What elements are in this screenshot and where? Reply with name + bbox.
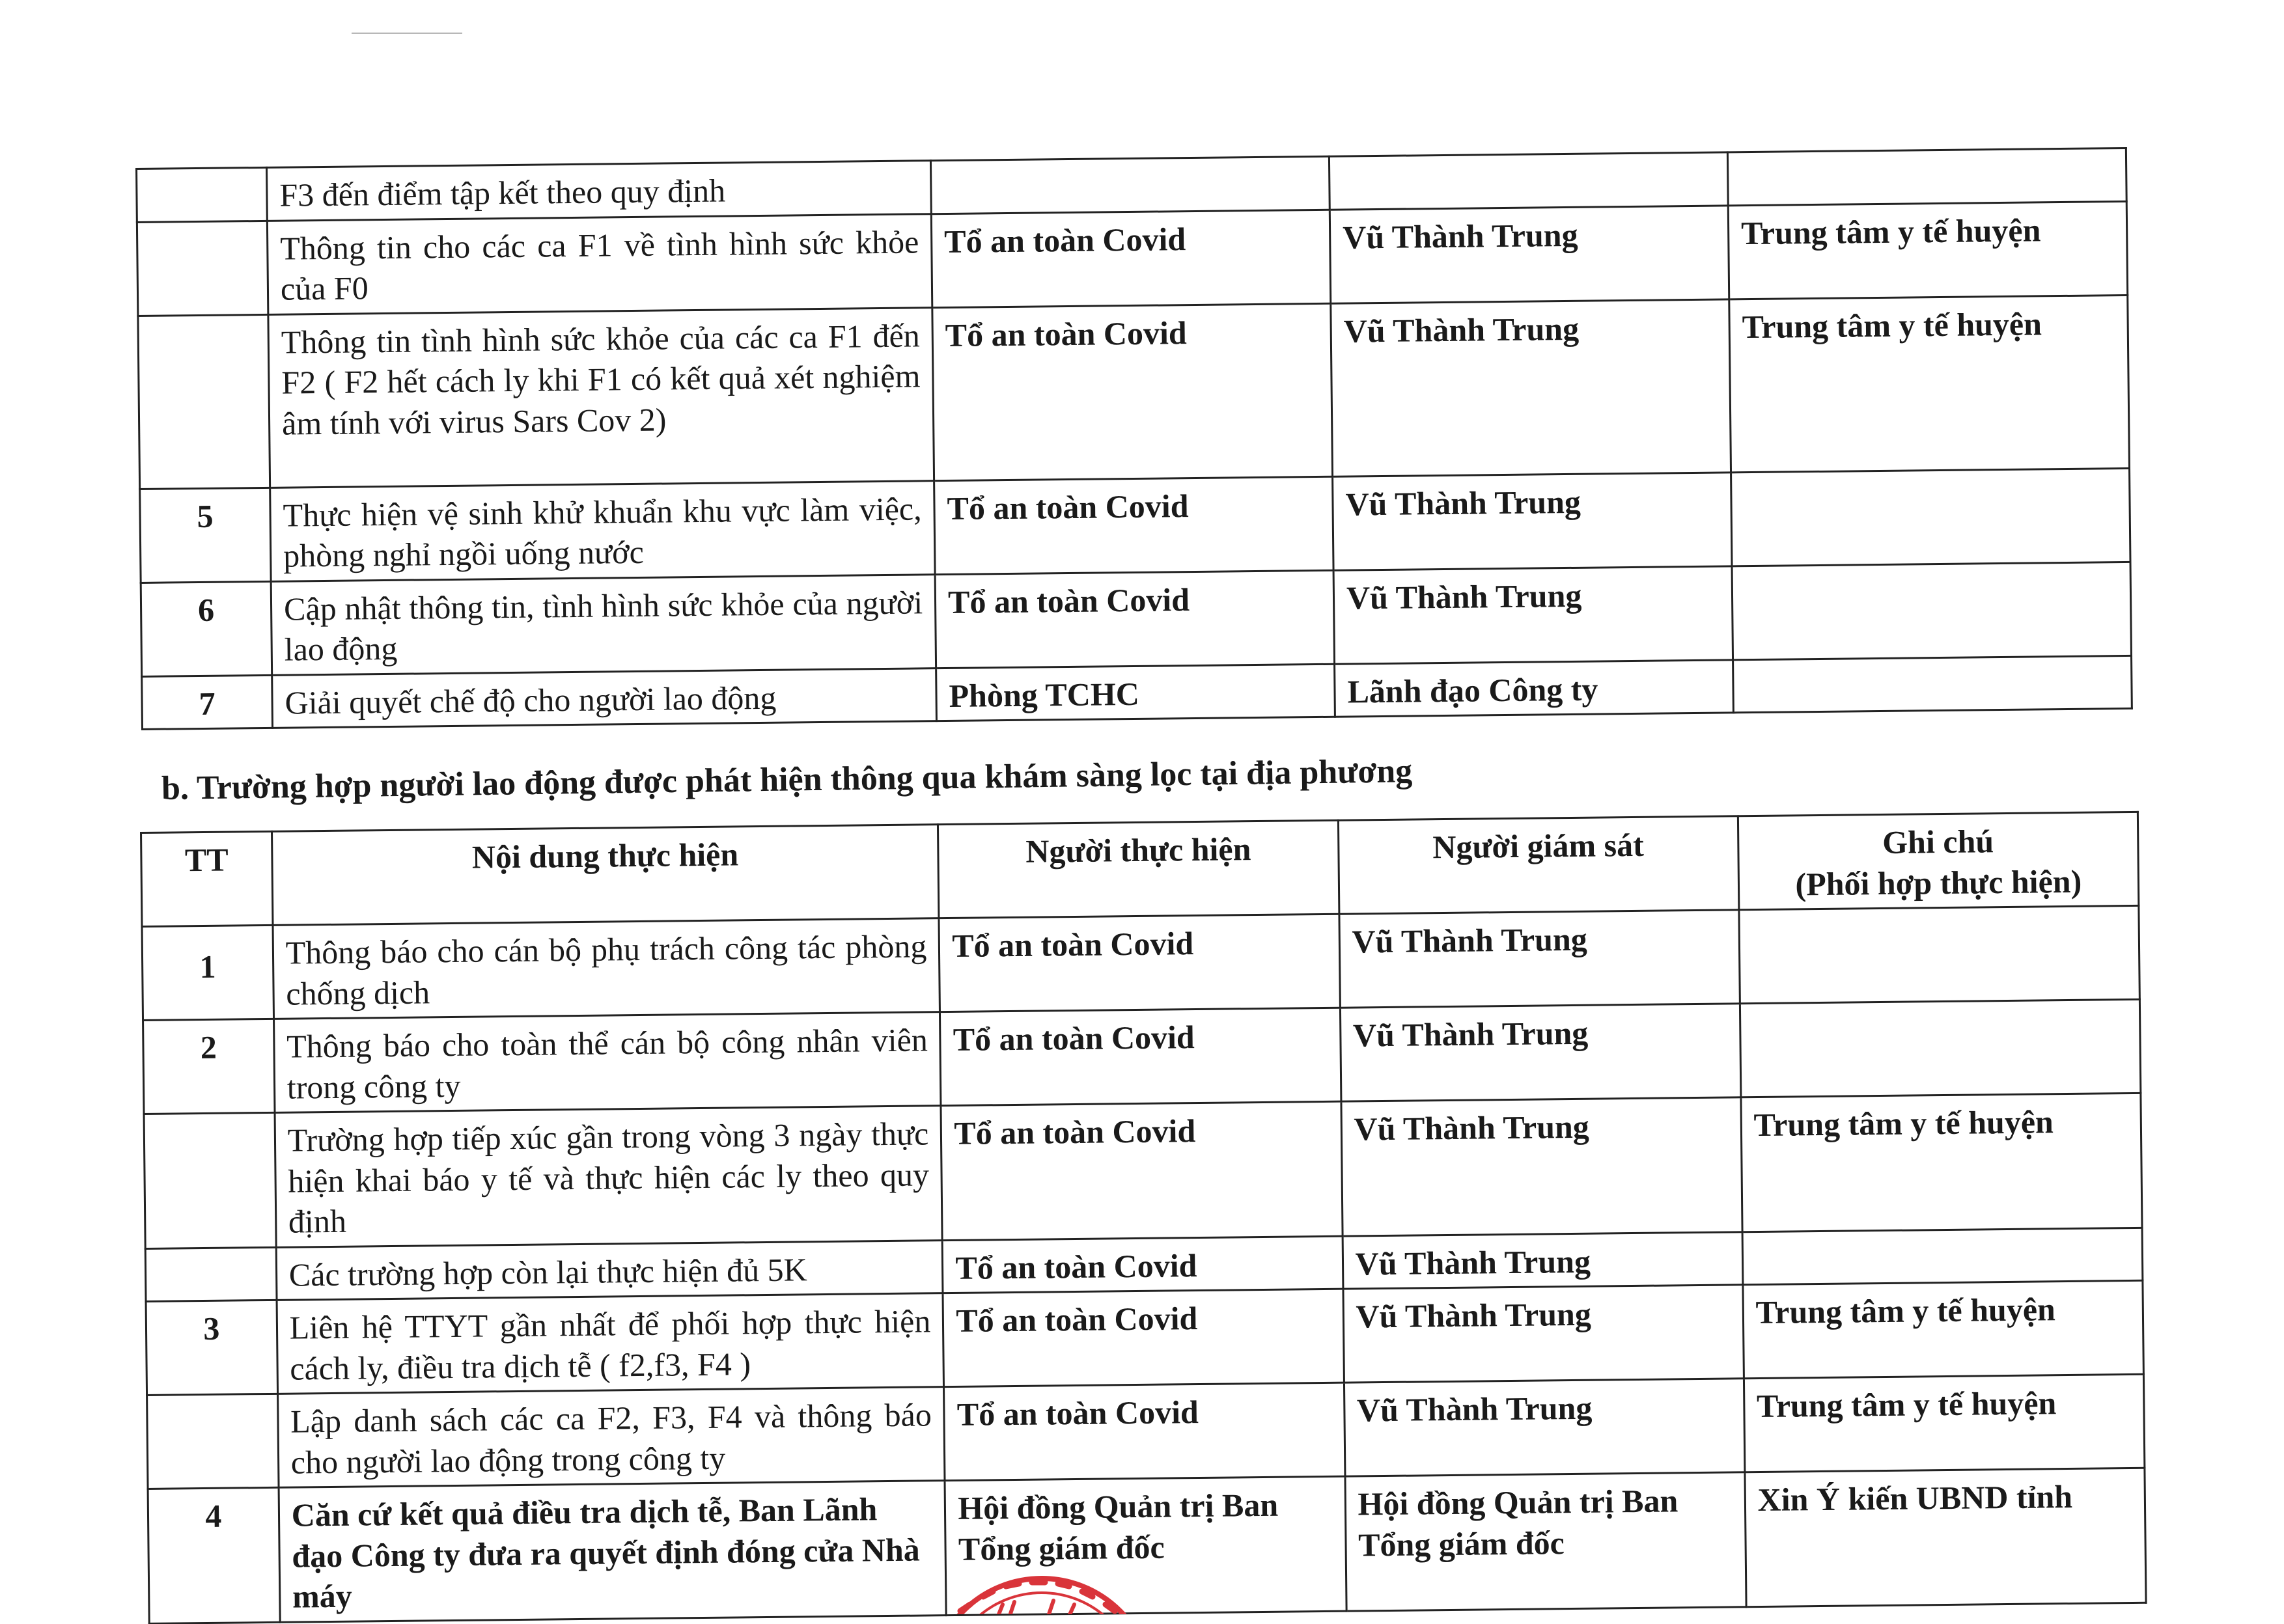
row-number: 4 bbox=[148, 1487, 280, 1623]
header-note-subtitle: (Phối hợp thực hiện) bbox=[1795, 862, 2082, 902]
row-number: 7 bbox=[142, 675, 273, 730]
note-cell: Trung tâm y tế huyện bbox=[1729, 295, 2130, 472]
executor-cell: Tổ an toàn Covid bbox=[931, 210, 1330, 307]
executor-cell bbox=[930, 156, 1330, 213]
row-number bbox=[145, 1247, 277, 1302]
supervisor-cell: Vũ Thành Trung bbox=[1333, 472, 1732, 570]
note-cell: Trung tâm y tế huyện bbox=[1741, 1093, 2142, 1232]
row-number bbox=[144, 1112, 276, 1248]
supervisor-cell: Vũ Thành Trung bbox=[1344, 1379, 1745, 1476]
task-content: Trường hợp tiếp xúc gần trong vòng 3 ngày thực hiện khai báo y tế và thực hiện các ly theo quy định bbox=[275, 1106, 943, 1247]
header-rule bbox=[352, 33, 462, 34]
supervisor-cell: Vũ Thành Trung bbox=[1330, 205, 1729, 303]
row-number bbox=[137, 167, 268, 222]
procedure-table-b bbox=[140, 811, 2147, 1624]
header-tt: TT bbox=[141, 831, 273, 926]
header-supervisor: Người giám sát bbox=[1338, 816, 1739, 914]
row-number bbox=[137, 221, 268, 316]
task-content: Thông tin tình hình sức khỏe của các ca F1 đến F2 ( F2 hết cách ly khi F1 có kết quả xét nghiệm âm tính với virus Sars Cov 2) bbox=[268, 307, 934, 488]
task-content: Căn cứ kết quả điều tra dịch tễ, Ban Lãnh đạo Công ty đưa ra quyết định đóng cửa Nhà máy bbox=[279, 1481, 947, 1622]
row-number: 5 bbox=[140, 488, 271, 583]
row-number: 6 bbox=[141, 581, 272, 676]
table-row bbox=[138, 295, 2130, 489]
header-content: Nội dung thực hiện bbox=[272, 825, 939, 926]
supervisor-cell: Vũ Thành Trung bbox=[1343, 1285, 1744, 1383]
supervisor-cell: Lãnh đạo Công ty bbox=[1335, 659, 1734, 717]
task-content: Thông tin cho các ca F1 về tình hình sức khỏe của F0 bbox=[267, 213, 932, 314]
executor-cell: Phòng TCHC bbox=[936, 664, 1335, 721]
table-row bbox=[144, 1093, 2142, 1248]
executor-cell: Tổ an toàn Covid bbox=[934, 476, 1333, 574]
supervisor-cell bbox=[1329, 152, 1728, 210]
note-cell bbox=[1742, 1228, 2143, 1285]
header-note-title: Ghi chú bbox=[1882, 823, 1994, 860]
executor-cell: Tổ an toàn Covid bbox=[935, 570, 1334, 668]
task-content: Thông báo cho toàn thể cán bộ công nhân viên trong công ty bbox=[273, 1012, 941, 1113]
row-number bbox=[138, 314, 270, 489]
row-number: 2 bbox=[143, 1019, 275, 1114]
executor-cell: Tổ an toàn Covid bbox=[943, 1289, 1344, 1386]
section-b-heading: b. Trường hợp người lao động được phát hiện thông qua khám sàng lọc tại địa phương bbox=[161, 752, 1413, 807]
supervisor-cell: Vũ Thành Trung bbox=[1331, 299, 1731, 476]
note-cell bbox=[1731, 468, 2130, 566]
supervisor-cell: Hội đồng Quản trị Ban Tổng giám đốc bbox=[1345, 1472, 1746, 1611]
row-number bbox=[147, 1394, 279, 1489]
supervisor-cell: Vũ Thành Trung bbox=[1340, 1004, 1741, 1101]
executor-cell: Tổ an toàn Covid bbox=[944, 1383, 1345, 1480]
executor-cell: Tổ an toàn Covid bbox=[932, 303, 1333, 480]
note-cell: Trung tâm y tế huyện bbox=[1744, 1374, 2145, 1472]
executor-cell: Hội đồng Quản trị Ban Tổng giám đốc bbox=[945, 1476, 1346, 1615]
note-cell bbox=[1733, 655, 2132, 713]
stamp-seal-icon bbox=[898, 1559, 1185, 1614]
executor-cell: Tổ an toàn Covid bbox=[940, 1008, 1341, 1105]
executor-cell: Tổ an toàn Covid bbox=[939, 914, 1340, 1012]
note-cell bbox=[1727, 148, 2126, 205]
task-content: Thông báo cho cán bộ phụ trách công tác phòng chống dịch bbox=[273, 918, 940, 1019]
note-cell bbox=[1740, 999, 2141, 1097]
note-cell: Xin Ý kiến UBND tỉnh bbox=[1745, 1468, 2146, 1606]
note-cell: Trung tâm y tế huyện bbox=[1728, 201, 2127, 299]
row-number: 3 bbox=[146, 1300, 277, 1395]
header-note bbox=[1738, 812, 2139, 909]
task-content: Các trường hợp còn lại thực hiện đủ 5K bbox=[276, 1240, 943, 1300]
company-stamp bbox=[898, 1559, 1185, 1614]
header-executor: Người thực hiện bbox=[938, 820, 1339, 918]
supervisor-cell: Vũ Thành Trung bbox=[1339, 910, 1740, 1008]
executor-cell: Tổ an toàn Covid bbox=[943, 1236, 1343, 1293]
note-cell: Trung tâm y tế huyện bbox=[1743, 1280, 2144, 1378]
executor-cell: Tổ an toàn Covid bbox=[941, 1101, 1342, 1240]
supervisor-cell: Vũ Thành Trung bbox=[1343, 1232, 1743, 1289]
task-content: Liên hệ TTYT gần nhất để phối hợp thực hiện cách ly, điều tra dịch tễ ( f2,f3, F4 ) bbox=[277, 1293, 944, 1394]
supervisor-cell: Vũ Thành Trung bbox=[1341, 1097, 1742, 1236]
note-cell bbox=[1739, 905, 2140, 1003]
task-content: Thực hiện vệ sinh khử khuẩn khu vực làm việc, phòng nghỉ ngồi uống nước bbox=[270, 480, 935, 581]
task-content: Lập danh sách các ca F2, F3, F4 và thông báo cho người lao động trong công ty bbox=[277, 1387, 945, 1488]
supervisor-cell: Vũ Thành Trung bbox=[1333, 566, 1733, 663]
task-content: Giải quyết chế độ cho người lao động bbox=[272, 668, 937, 728]
note-cell bbox=[1732, 562, 2131, 659]
procedure-table-a bbox=[135, 147, 2133, 730]
task-content: Cập nhật thông tin, tình hình sức khỏe của người lao động bbox=[271, 574, 936, 675]
row-number: 1 bbox=[142, 925, 273, 1020]
task-content: F3 đến điểm tập kết theo quy định bbox=[267, 161, 932, 221]
